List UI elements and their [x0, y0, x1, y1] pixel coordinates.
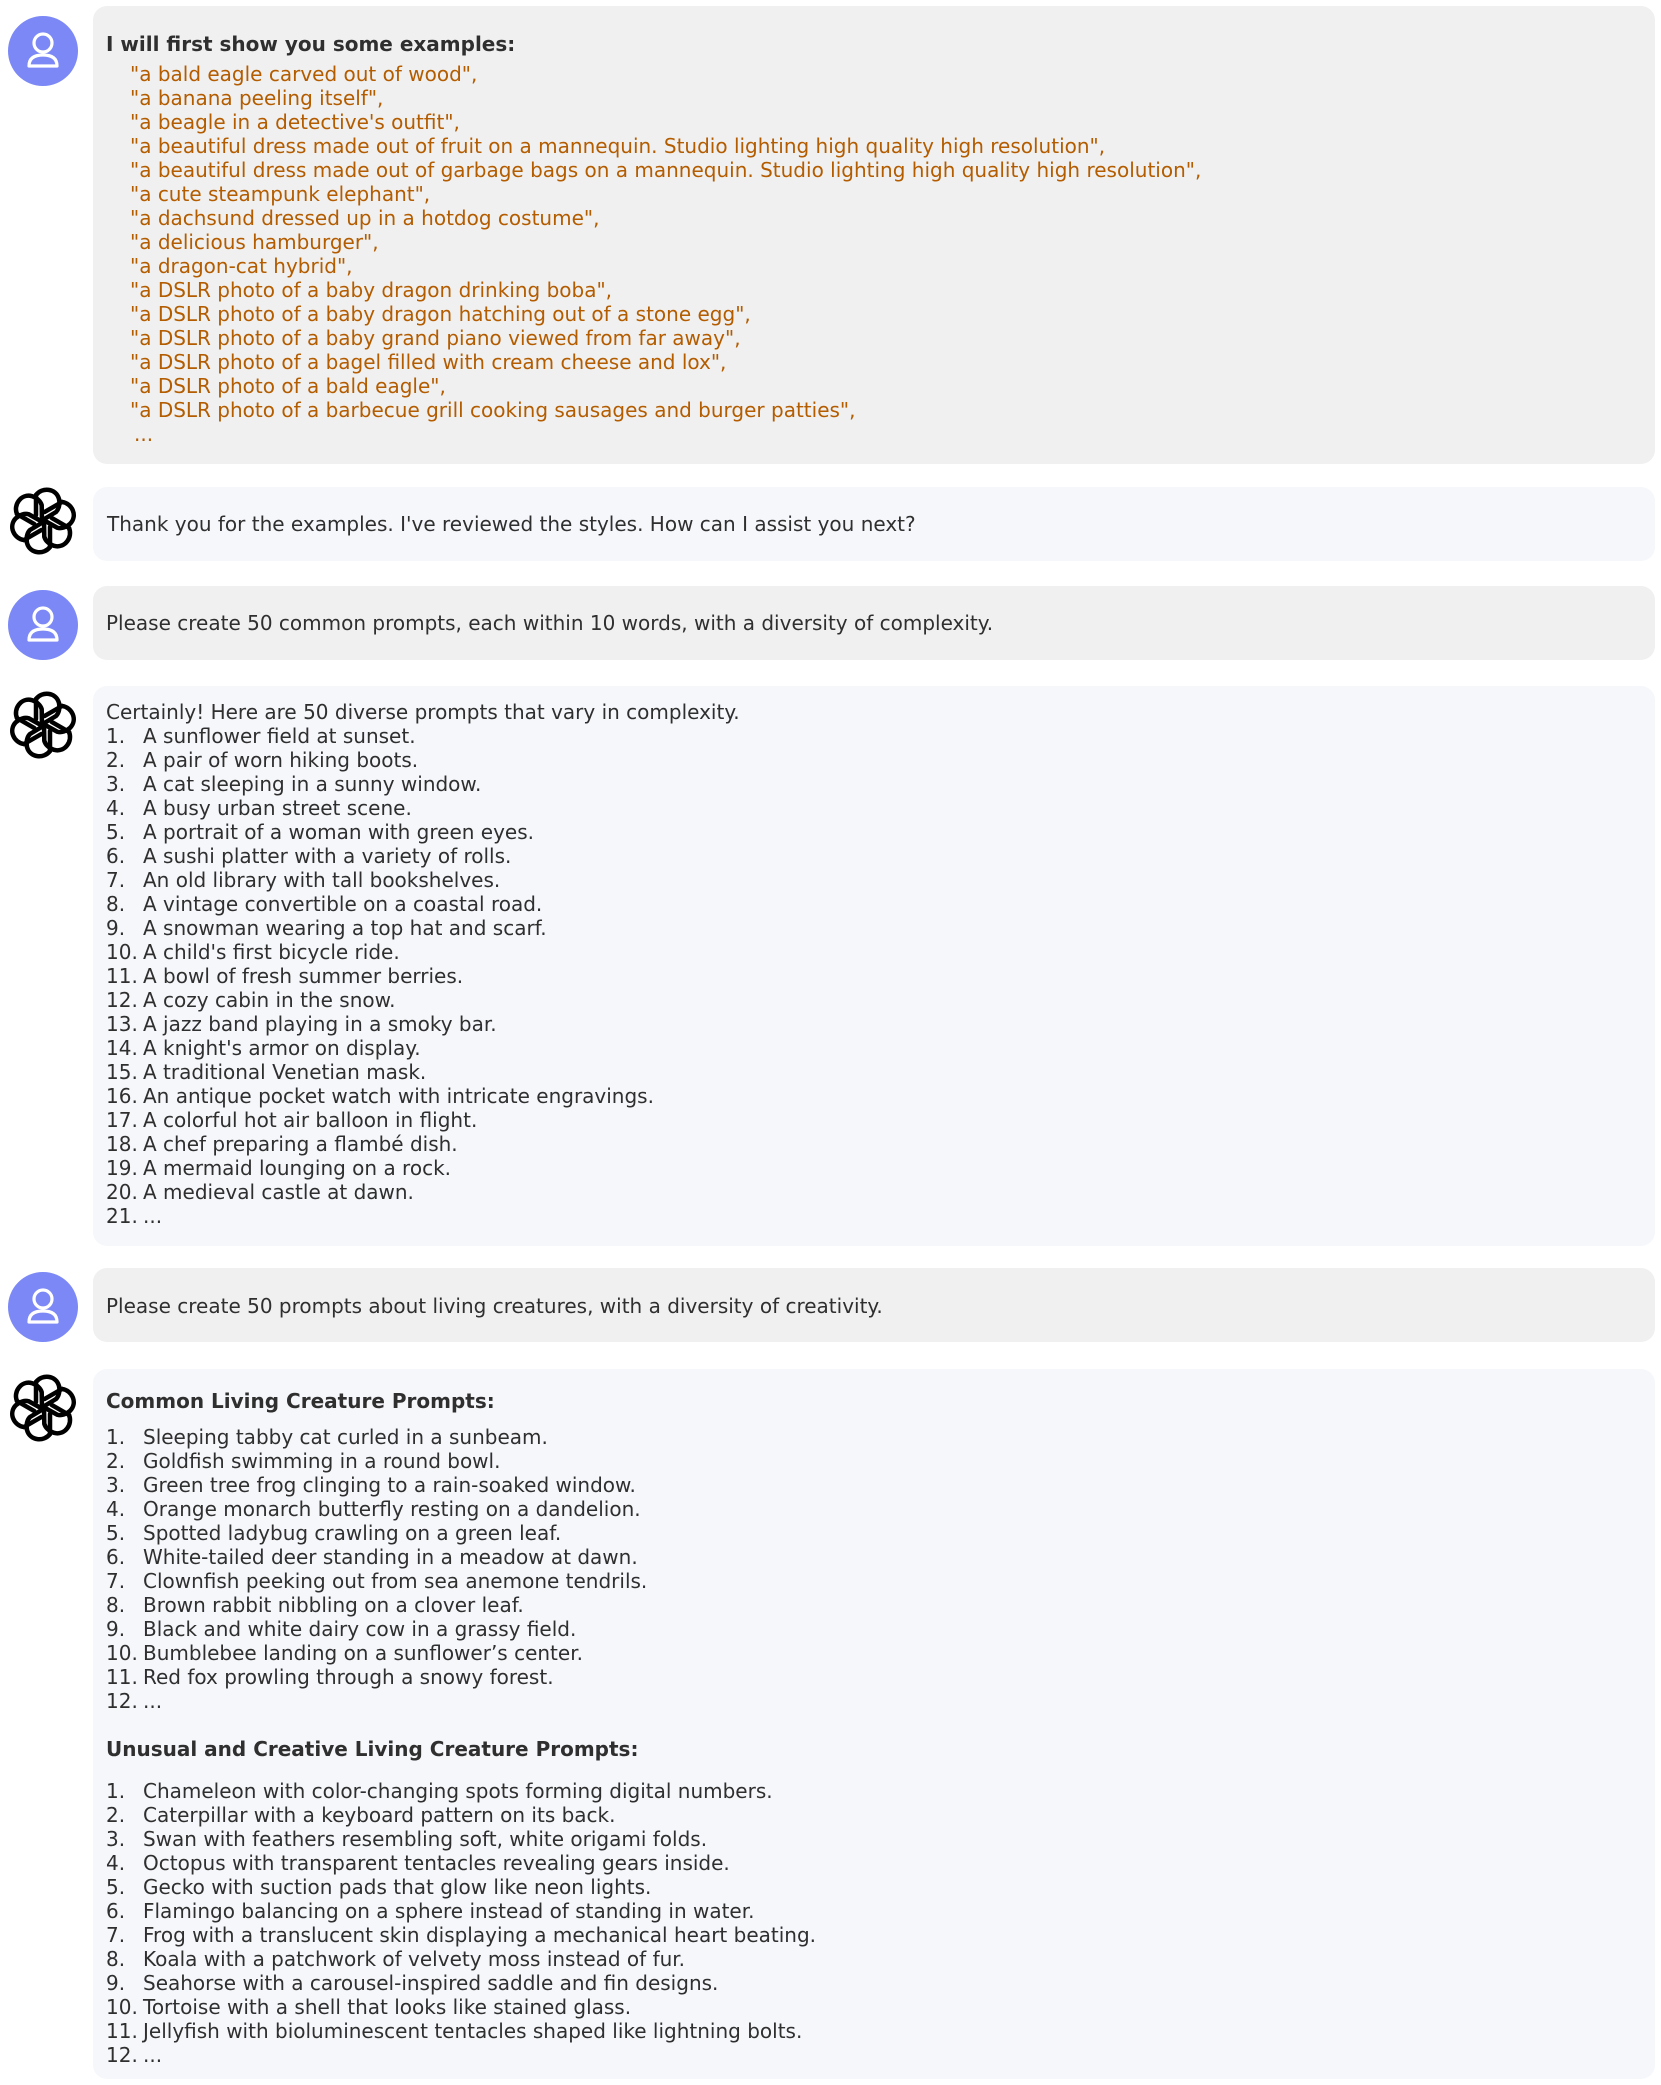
- openai-logo-icon: [8, 486, 78, 556]
- example-line: "a DSLR photo of a barbecue grill cooking sausages and burger patties",: [130, 398, 856, 422]
- list-item-text: ...: [143, 2043, 163, 2067]
- list-item: [106, 1689, 1643, 1713]
- list-item-text: A colorful hot air balloon in flight.: [143, 1108, 478, 1132]
- list-item: [106, 1827, 1643, 1851]
- message-bubble: [93, 1268, 1655, 1342]
- list-item: [106, 1569, 1643, 1593]
- list-item-text: A sushi platter with a variety of rolls.: [143, 844, 512, 868]
- list-item-number: 3.: [106, 1473, 126, 1497]
- list-item-text: A bowl of fresh summer berries.: [143, 964, 464, 988]
- list-item-number: 13.: [106, 1012, 138, 1036]
- list-item: [106, 916, 1643, 940]
- list-item-number: 16.: [106, 1084, 138, 1108]
- list-item-number: 14.: [106, 1036, 138, 1060]
- list-item: [106, 796, 1643, 820]
- list-item: [106, 1641, 1643, 1665]
- list-item: [106, 1036, 1643, 1060]
- list-item-number: 9.: [106, 1971, 126, 1995]
- list-item: [106, 1156, 1643, 1180]
- list-item: [106, 1851, 1643, 1875]
- list-item: [106, 1449, 1643, 1473]
- list-item: [106, 1180, 1643, 1204]
- list-item: [106, 1060, 1643, 1084]
- list-item: [106, 1899, 1643, 1923]
- list-item: [106, 1545, 1643, 1569]
- list-item-number: 8.: [106, 892, 126, 916]
- user-avatar-icon: [8, 16, 78, 86]
- list-item: [106, 1779, 1643, 1803]
- list-item-number: 1.: [106, 724, 126, 748]
- list-item-number: 6.: [106, 1899, 126, 1923]
- list-item: [106, 1012, 1643, 1036]
- list-item-text: Jellyfish with bioluminescent tentacles shaped like lightning bolts.: [143, 2019, 803, 2043]
- list-item-text: A portrait of a woman with green eyes.: [143, 820, 535, 844]
- example-line: "a DSLR photo of a baby grand piano viewed from far away",: [130, 326, 741, 350]
- list-item: [106, 1971, 1643, 1995]
- list-item-number: 6.: [106, 844, 126, 868]
- list-item-number: 18.: [106, 1132, 138, 1156]
- list-item-number: 1.: [106, 1425, 126, 1449]
- list-item-number: 11.: [106, 964, 138, 988]
- list-item-number: 9.: [106, 916, 126, 940]
- list-item-text: An antique pocket watch with intricate engravings.: [143, 1084, 654, 1108]
- list-item-text: Red fox prowling through a snowy forest.: [143, 1665, 554, 1689]
- example-line: "a DSLR photo of a bald eagle",: [130, 374, 446, 398]
- example-line: "a DSLR photo of a baby dragon drinking boba",: [130, 278, 613, 302]
- list-item: [106, 1995, 1643, 2019]
- list-item: [106, 1803, 1643, 1827]
- list-item: [106, 1617, 1643, 1641]
- example-line: "a cute steampunk elephant",: [130, 182, 431, 206]
- list-item-number: 8.: [106, 1593, 126, 1617]
- list-item-number: 4.: [106, 1851, 126, 1875]
- list-item: [106, 1923, 1643, 1947]
- list-item-number: 3.: [106, 1827, 126, 1851]
- list-item: [106, 1473, 1643, 1497]
- list-item-number: 3.: [106, 772, 126, 796]
- list-item-text: Sleeping tabby cat curled in a sunbeam.: [143, 1425, 548, 1449]
- message-text: Thank you for the examples. I've reviewed the styles. How can I assist you next?: [107, 512, 916, 536]
- example-line: "a dachsund dressed up in a hotdog costume",: [130, 206, 600, 230]
- list-item: [106, 724, 1643, 748]
- message-bubble: [93, 1369, 1655, 2079]
- message-bubble: [93, 586, 1655, 660]
- list-item-number: 15.: [106, 1060, 138, 1084]
- list-item-text: Octopus with transparent tentacles revealing gears inside.: [143, 1851, 730, 1875]
- list-item-number: 11.: [106, 2019, 138, 2043]
- list-item: [106, 1875, 1643, 1899]
- prompt-list: [106, 724, 1643, 1228]
- message-text: Please create 50 common prompts, each within 10 words, with a diversity of complexity.: [106, 611, 994, 635]
- common-prompt-list: [106, 1425, 1643, 1713]
- list-item-number: 21.: [106, 1204, 138, 1228]
- list-item: [106, 1084, 1643, 1108]
- list-item-text: Spotted ladybug crawling on a green leaf.: [143, 1521, 562, 1545]
- list-item-text: Gecko with suction pads that glow like neon lights.: [143, 1875, 652, 1899]
- list-item: [106, 988, 1643, 1012]
- list-item-number: 4.: [106, 1497, 126, 1521]
- list-item: [106, 1947, 1643, 1971]
- list-item-text: A vintage convertible on a coastal road.: [143, 892, 543, 916]
- list-item: [106, 964, 1643, 988]
- user-avatar-icon: [8, 590, 78, 660]
- list-item-text: White-tailed deer standing in a meadow at dawn.: [143, 1545, 638, 1569]
- user-avatar-icon: [8, 1272, 78, 1342]
- list-item-text: A medieval castle at dawn.: [143, 1180, 414, 1204]
- list-item-text: Black and white dairy cow in a grassy field.: [143, 1617, 577, 1641]
- list-item-text: Caterpillar with a keyboard pattern on its back.: [143, 1803, 616, 1827]
- list-item-number: 6.: [106, 1545, 126, 1569]
- list-item-text: Brown rabbit nibbling on a clover leaf.: [143, 1593, 524, 1617]
- example-line: "a beautiful dress made out of garbage bags on a mannequin. Studio lighting high quality high resolution",: [130, 158, 1202, 182]
- list-item: [106, 820, 1643, 844]
- section-heading-creative: Unusual and Creative Living Creature Prompts:: [106, 1737, 639, 1761]
- list-item-text: A sunflower field at sunset.: [143, 724, 416, 748]
- list-item-number: 5.: [106, 1521, 126, 1545]
- example-ellipsis: ...: [134, 422, 154, 446]
- list-item-text: A chef preparing a flambé dish.: [143, 1132, 458, 1156]
- example-line: "a delicious hamburger",: [130, 230, 379, 254]
- message-bubble: [93, 487, 1655, 561]
- list-item-number: 17.: [106, 1108, 138, 1132]
- list-item: [106, 1665, 1643, 1689]
- example-line: "a beautiful dress made out of fruit on a mannequin. Studio lighting high quality high resolution",: [130, 134, 1106, 158]
- list-item-number: 10.: [106, 940, 138, 964]
- list-item: [106, 2019, 1643, 2043]
- list-item-number: 10.: [106, 1641, 138, 1665]
- list-item-text: Orange monarch butterfly resting on a dandelion.: [143, 1497, 641, 1521]
- list-item: [106, 1521, 1643, 1545]
- message-bubble: [93, 6, 1655, 464]
- list-item-text: Chameleon with color-changing spots forming digital numbers.: [143, 1779, 773, 1803]
- list-item: [106, 1497, 1643, 1521]
- list-item-number: 7.: [106, 868, 126, 892]
- list-item-text: A pair of worn hiking boots.: [143, 748, 419, 772]
- message-bubble: [93, 686, 1655, 1246]
- list-item-text: Swan with feathers resembling soft, white origami folds.: [143, 1827, 708, 1851]
- list-item-text: Clownfish peeking out from sea anemone tendrils.: [143, 1569, 648, 1593]
- example-line: "a DSLR photo of a baby dragon hatching out of a stone egg",: [130, 302, 751, 326]
- list-item-number: 7.: [106, 1569, 126, 1593]
- list-item: [106, 1132, 1643, 1156]
- list-item-text: A child's first bicycle ride.: [143, 940, 400, 964]
- list-item: [106, 1425, 1643, 1449]
- list-item-text: Seahorse with a carousel-inspired saddle and fin designs.: [143, 1971, 719, 1995]
- list-item: [106, 844, 1643, 868]
- list-item-number: 19.: [106, 1156, 138, 1180]
- list-item: [106, 940, 1643, 964]
- list-item-number: 2.: [106, 1803, 126, 1827]
- list-item-number: 9.: [106, 1617, 126, 1641]
- list-item-text: Koala with a patchwork of velvety moss instead of fur.: [143, 1947, 686, 1971]
- section-heading-common: Common Living Creature Prompts:: [106, 1389, 495, 1413]
- list-item-text: A cozy cabin in the snow.: [143, 988, 396, 1012]
- list-item-text: An old library with tall bookshelves.: [143, 868, 501, 892]
- list-item-text: A cat sleeping in a sunny window.: [143, 772, 482, 796]
- message-text: Please create 50 prompts about living creatures, with a diversity of creativity.: [106, 1294, 883, 1318]
- list-item-text: Tortoise with a shell that looks like stained glass.: [143, 1995, 632, 2019]
- example-line: "a DSLR photo of a bagel filled with cream cheese and lox",: [130, 350, 727, 374]
- list-item-text: Bumblebee landing on a sunflower’s center.: [143, 1641, 583, 1665]
- list-item-text: A knight's armor on display.: [143, 1036, 421, 1060]
- list-item-number: 5.: [106, 1875, 126, 1899]
- list-item: [106, 772, 1643, 796]
- list-item-number: 2.: [106, 748, 126, 772]
- list-item-text: ...: [143, 1689, 163, 1713]
- list-item-text: A jazz band playing in a smoky bar.: [143, 1012, 497, 1036]
- list-item-number: 11.: [106, 1665, 138, 1689]
- example-line: "a banana peeling itself",: [130, 86, 384, 110]
- creative-prompt-list: [106, 1779, 1643, 2067]
- list-item-number: 1.: [106, 1779, 126, 1803]
- example-line: "a beagle in a detective's outfit",: [130, 110, 460, 134]
- list-item: [106, 1204, 1643, 1228]
- examples-list: [106, 62, 1643, 446]
- list-item: [106, 868, 1643, 892]
- list-item-text: Frog with a translucent skin displaying a mechanical heart beating.: [143, 1923, 817, 1947]
- list-item-number: 2.: [106, 1449, 126, 1473]
- list-item-text: Green tree frog clinging to a rain-soaked window.: [143, 1473, 636, 1497]
- list-item: [106, 748, 1643, 772]
- message-heading: I will first show you some examples:: [106, 32, 516, 56]
- message-intro: Certainly! Here are 50 diverse prompts that vary in complexity.: [106, 700, 740, 724]
- list-item-number: 8.: [106, 1947, 126, 1971]
- list-item-number: 12.: [106, 2043, 138, 2067]
- list-item-number: 12.: [106, 1689, 138, 1713]
- list-item-text: A mermaid lounging on a rock.: [143, 1156, 452, 1180]
- list-item-text: A busy urban street scene.: [143, 796, 412, 820]
- list-item-number: 4.: [106, 796, 126, 820]
- list-item: [106, 2043, 1643, 2067]
- list-item-number: 20.: [106, 1180, 138, 1204]
- list-item-number: 10.: [106, 1995, 138, 2019]
- list-item-text: ...: [143, 1204, 163, 1228]
- list-item-number: 5.: [106, 820, 126, 844]
- example-line: "a bald eagle carved out of wood",: [130, 62, 478, 86]
- openai-logo-icon: [8, 1373, 78, 1443]
- list-item-text: A traditional Venetian mask.: [143, 1060, 427, 1084]
- list-item: [106, 1593, 1643, 1617]
- example-line: "a dragon-cat hybrid",: [130, 254, 353, 278]
- list-item: [106, 892, 1643, 916]
- list-item-text: A snowman wearing a top hat and scarf.: [143, 916, 547, 940]
- list-item-number: 7.: [106, 1923, 126, 1947]
- list-item: [106, 1108, 1643, 1132]
- list-item-text: Flamingo balancing on a sphere instead of standing in water.: [143, 1899, 755, 1923]
- list-item-text: Goldfish swimming in a round bowl.: [143, 1449, 501, 1473]
- openai-logo-icon: [8, 690, 78, 760]
- list-item-number: 12.: [106, 988, 138, 1012]
